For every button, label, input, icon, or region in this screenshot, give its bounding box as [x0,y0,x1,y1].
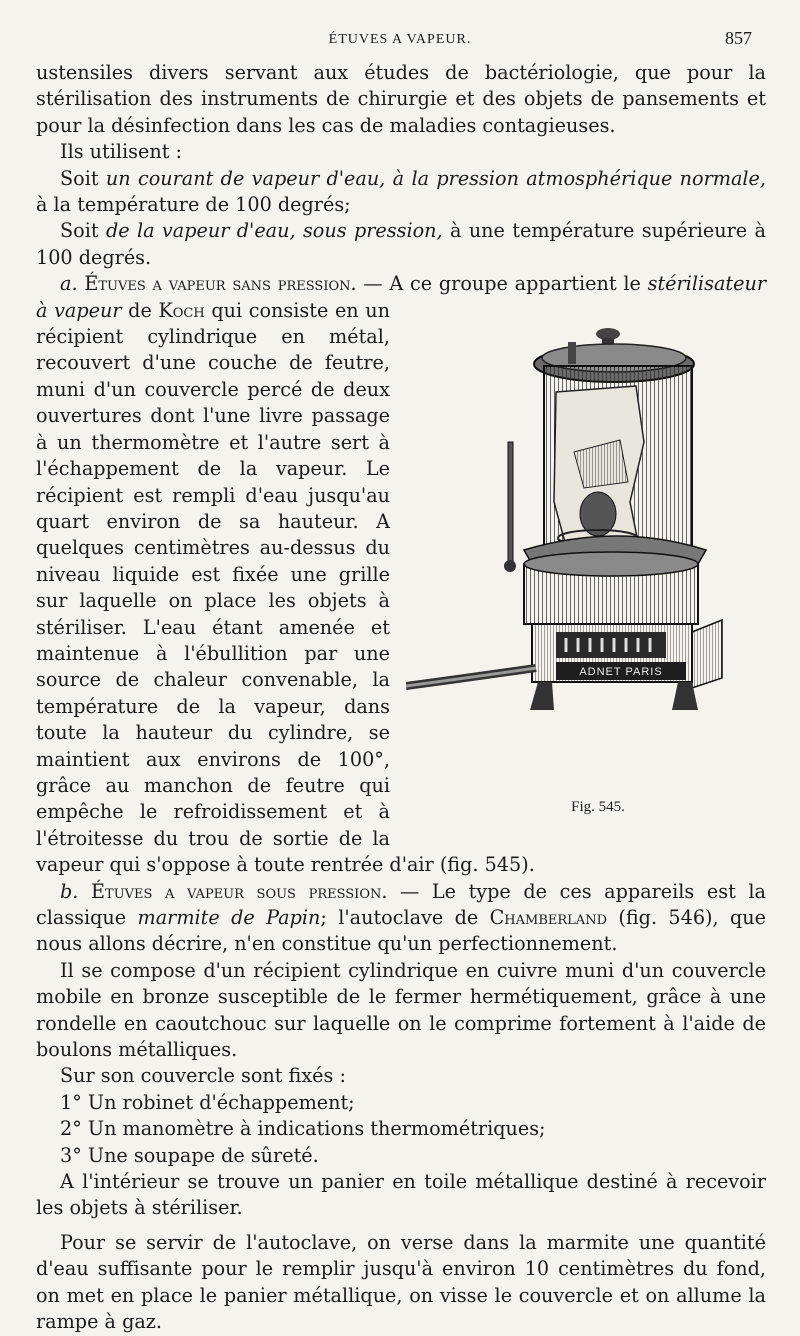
text-run: — Le type de ces appareils est la classique [36,879,766,929]
paragraph-description: Il se compose d'un récipient cylindrique en cuivre muni d'un couvercle mobile en bronze susceptible de le fermer hermétiquement, grâce à une rondelle en caoutchouc sur laquelle on le comprime fortement à l'aide de boulons métalliques. [36,958,766,1062]
thermometer-port [568,342,576,364]
text-run: à une température supérieure à 100 degrés. [36,219,766,269]
running-title: ÉTUVES A VAPEUR. [328,32,472,47]
section-label: a. [60,272,78,296]
foot [530,682,554,710]
text-run: de [121,298,159,322]
text-run: Soit [60,219,106,243]
section-b-paragraph [36,879,766,958]
list-item: 2° Un manomètre à indications thermométriques; [60,1117,546,1141]
figure-caption: Fig. 545. [571,798,625,815]
thermometer [508,442,513,562]
figure-545 [406,302,766,842]
paragraph-option-2 [36,218,766,271]
author-name: Chamberland [489,906,607,929]
list-item: 1° Un robinet d'échappement; [60,1090,355,1114]
text-run: Soit [60,166,106,190]
paragraph-basket: A l'intérieur se trouve un panier en toile métallique destiné à recevoir les objets à stériliser. [36,1170,766,1220]
body-text [36,60,766,1336]
italic-run: de la vapeur d'eau, sous pression, [105,219,443,243]
section-heading: Étuves a vapeur sous pression. [91,879,388,903]
paragraph-continuation: ustensiles divers servant aux études de bactériologie, que pour la stérilisation des instruments de chirurgie et des objets de pansements et pour la désinfection dans les cas de maladies contagieuses. [36,61,766,137]
paragraph-option-1 [36,166,766,219]
page-number: 857 [725,28,752,48]
text-run: (fig. 546), que nous allons décrire, n'en constitue qu'un perfectionnement. [36,906,766,956]
steam-sterilizer-illustration [406,302,766,782]
italic-run: stérilisateur à vapeur [36,272,766,322]
text-run: qui consiste en un récipient cylindrique en métal, recouvert d'une couche de feutre, muni d'un couvercle percé de deux ouvertures dont l'une livre passage à un thermomètre et l'autre sert à l'échappement de la vapeur. Le récipient est rempli d'eau jusqu'au quart environ de sa hauteur. A quelques centimètres au-dessus du niveau liquide est fixée une grille sur laquelle on place les objets à stériliser. L'eau étant amenée et maintenue à l'ébullition par une source de chaleur convenable, la température de la vapeur, dans toute la hauteur du cylindre, se maintient aux environs de 100°, grâce au manchon de feutre qui empêche le refroidissement et à l'étroitesse du trou de sortie de la vapeur qui s'oppose à toute rentrée d'air (fig. 545). [36,298,535,877]
text-run: — A ce groupe appartient le [356,272,648,296]
author-name: Koch [158,298,205,322]
text-run: ; l'autoclave de [320,906,490,929]
italic-run: marmite de Papin [137,906,321,929]
text-run: à la température de 100 degrés; [36,193,351,217]
list-item: 3° Une soupape de sûreté. [60,1143,319,1167]
maker-plate-text: ADNET PARIS [579,665,663,678]
paragraph-list-intro: Sur son couvercle sont fixés : [60,1064,346,1088]
section-heading: Étuves a vapeur sans pression. [84,272,357,296]
section-a-paragraph [36,271,766,878]
firebox-door [692,620,722,688]
running-header [0,28,800,52]
paragraph-intro: Ils utilisent : [60,140,182,164]
section-label: b. [60,879,79,903]
paragraph-usage: Pour se servir de l'autoclave, on verse dans la marmite une quantité d'eau suffisante pour le remplir jusqu'à environ 10 centimètres du fond, on met en place le panier métallique, on visse le couvercle et on allume la rampe à gaz. [36,1230,766,1334]
italic-run: un courant de vapeur d'eau, à la pression atmosphérique normale, [105,166,766,190]
